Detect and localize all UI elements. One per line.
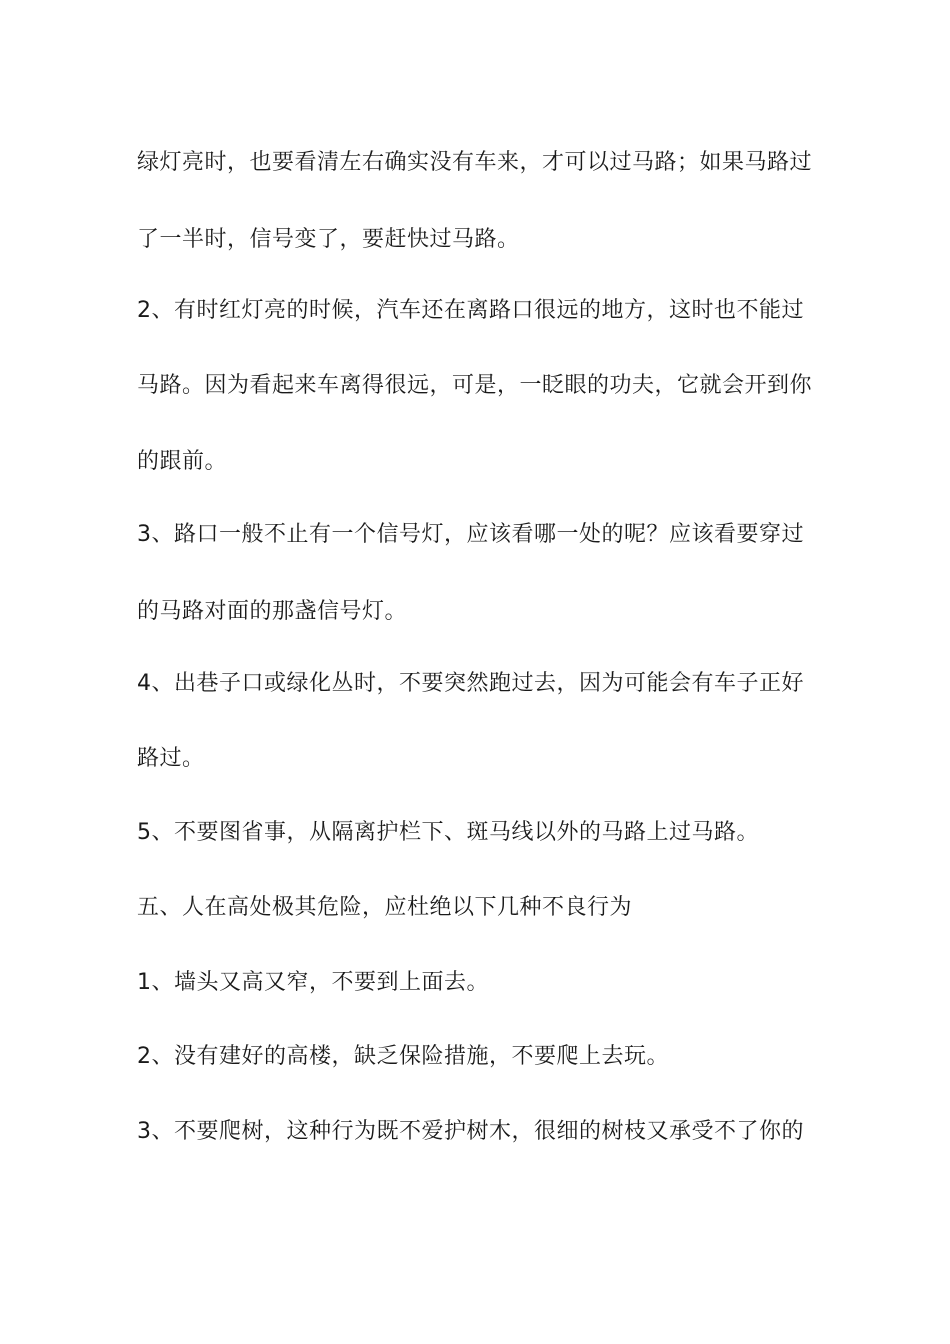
paragraph-line: 2、没有建好的高楼，缺乏保险措施，不要爬上去玩。 [137, 1044, 669, 1069]
paragraph-line: 马路。因为看起来车离得很远，可是，一眨眼的功夫，它就会开到你 [137, 373, 813, 398]
paragraph-line: 的马路对面的那盏信号灯。 [137, 599, 408, 624]
paragraph-line: 5、不要图省事，从隔离护栏下、斑马线以外的马路上过马路。 [137, 820, 759, 845]
paragraph-line: 2、有时红灯亮的时候，汽车还在离路口很远的地方，这时也不能过 [137, 298, 804, 323]
paragraph-line: 1、墙头又高又窄，不要到上面去。 [137, 970, 489, 995]
paragraph-line: 3、路口一般不止有一个信号灯，应该看哪一处的呢？应该看要穿过 [137, 522, 804, 547]
section-heading: 五、人在高处极其危险，应杜绝以下几种不良行为 [137, 895, 633, 920]
paragraph-line: 绿灯亮时，也要看清左右确实没有车来，才可以过马路；如果马路过 [137, 150, 813, 175]
paragraph-line: 的跟前。 [137, 449, 228, 474]
paragraph-line: 4、出巷子口或绿化丛时，不要突然跑过去，因为可能会有车子正好 [137, 671, 804, 696]
paragraph-line: 了一半时，信号变了，要赶快过马路。 [137, 227, 520, 252]
paragraph-line: 3、不要爬树，这种行为既不爱护树木，很细的树枝又承受不了你的 [137, 1119, 804, 1144]
paragraph-line: 路过。 [137, 746, 205, 771]
